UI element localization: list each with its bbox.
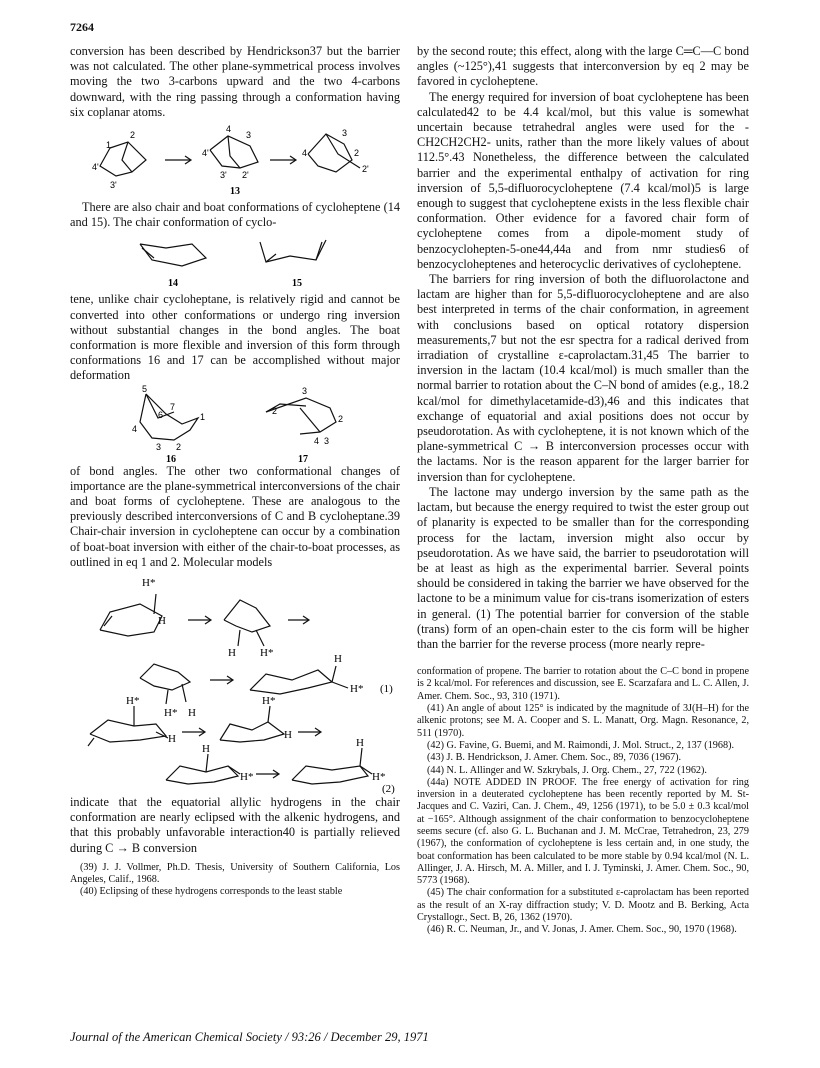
left-paragraph-3: tene, unlike chair cycloheptane, is relatively rigid and cannot be converted into other conformations or undergo ring inversion without substantial changes in the bond angles. The boat conformation is more flexible and inversion of this form through conformations 16 and 17 can be accomplished without major deformation [70,292,400,383]
hydrogen-label: H [168,733,176,746]
compound-label-17: 17 [298,453,308,464]
footnote-39: (39) J. J. Vollmer, Ph.D. Thesis, University of Southern California, Los Angeles, Calif., 1968. [70,861,400,886]
footnote-46: (46) R. C. Neuman, Jr., and V. Jonas, J. Amer. Chem. Soc., 90, 1970 (1968). [427,924,737,936]
right-paragraph-4: The lactone may undergo inversion by the same path as the lactam, but because the energy required to twist the ester group out of planarity is expected to be smaller than for the corresponding process for the lactam, inversion might also occur by pseudorotation. As we have said, the barrier to pseudorotation will be at least as high as the experimental barrier. Several points should be considered in taking the barrier we have observed for the lactone to be a minimum value for cis-trans isomerization of esters in general. (1) The potential barrier for conversion of the stable (trans) form of an open-chain ester to the cis form will be higher than the barrier for the reverse process (more nearly repre- [417,484,749,651]
atom-label: 2' [362,164,369,175]
hydrogen-label: H* [262,695,276,708]
left-column [70,44,400,899]
hydrogen-label: H* [260,647,274,660]
atom-label: 4' [202,148,209,159]
hydrogen-label: H [334,653,342,666]
atom-label: 2 [354,148,360,159]
equations-structures [70,570,400,795]
figure-14-15-structures [70,230,400,292]
equation-number-1: (1) [380,683,393,696]
footnote-44a: (44a) NOTE ADDED IN PROOF. The free energy of activation for ring inversion in a deuterated cycloheptene has been recently reported by M. St-Jacques and C. Vaziri, Can. J. Chem., 49, 1256 (1971), to be 5.0 ± 0.3 kcal/mol at −165°. Although assignment of the chair conformation to benzocycloheptene seems secure (cf. also G. L. Buchanan and J. M. McCrae, Tetrahedron, 23, 279 (1967), the conformation of cycloheptene is less certain and, in one study, the boat conformation has been calculated to be more stable by 0.94 kcal/mol (N. L. Allinger, J. A. Hirsch, M. A. Miller, and I. J. Tyminski, J. Amer. Chem. Soc., 90, 5773 (1968). [417,776,749,887]
atom-label: 3 [156,441,162,452]
atom-label: 4 [302,148,308,159]
hydrogen-label: H* [350,683,364,696]
atom-label: 7 [170,401,176,412]
atom-label: 5 [142,383,148,394]
hydrogen-label: H* [164,707,178,720]
atom-label: 3 [342,128,348,139]
right-paragraph-2: The energy required for inversion of boat cycloheptene has been calculated42 to be 4.4 kcal/mol, but this value is somewhat uncertain because tetrahedral angles were used for the -CH2CH2CH2- units, rather than the more likely values of about 112.5°.43 Nonetheless, the difference between the calculated barrier and the experimental enthalpy of activation for ring inversion of 5,5-difluorocycloheptene (7.4 kcal/mol)5 is large enough to suggest that cycloheptene exists in the less flexible chair conformation. Other evidence for a favored chair form of cycloheptene comes from a dipole-moment study of benzocyclohepten-5-one44,44a and from nmr studies6 of benzocycloheptenes and heterocyclic derivatives of cycloheptene. [417,89,749,271]
right-column [417,44,749,937]
hydrogen-label: H [356,737,364,750]
atom-label: 4 [132,423,138,434]
hydrogen-label: H* [126,695,140,708]
journal-footer: Journal of the American Chemical Society / 93:26 / December 29, 1971 [70,1030,429,1044]
compound-label-14: 14 [168,278,178,290]
atom-label: 3' [220,170,227,181]
compound-label-16: 16 [166,453,176,464]
figure-16-17 [70,384,400,464]
hydrogen-label: H [284,729,292,742]
equation-number-2: (2) [382,783,395,796]
footnote-41: (41) An angle of about 125° is indicated by the magnitude of 3J(H–H) for the alkenic protons; see M. A. Cooper and S. L. Manatt, Org. Magn. Resonance, 2, 511 (1970). [417,703,749,739]
compound-label-13: 13 [230,186,240,198]
atom-label: 4 [314,435,320,446]
right-footnotes [417,666,749,937]
left-paragraph-2: There are also chair and boat conformations of cycloheptene (14 and 15). The chair conformation of cyclo- [70,200,400,230]
footnote-43: (43) J. B. Hendrickson, J. Amer. Chem. Soc., 89, 7036 (1967). [427,752,682,764]
atom-label: 1 [200,411,206,422]
atom-label: 1 [106,140,112,151]
atom-label: 6 [158,409,164,420]
atom-label: 3' [110,180,117,191]
footnote-40-continued: conformation of propene. The barrier to rotation about the C–C bond in propene is 2 kcal/mol. For references and discussion, see E. Scarzafara and L. C. Allen, J. Amer. Chem. Soc., 93, 310 (1971). [417,666,749,702]
hydrogen-label: H* [372,771,386,784]
hydrogen-label: H [188,707,196,720]
atom-label: 2' [242,170,249,181]
figure-13-structures [70,120,400,200]
atom-label: 2 [272,405,278,416]
left-paragraph-1: conversion has been described by Hendrickson37 but the barrier was not calculated. The other plane-symmetrical process involves moving the two 3-carbons upward and the two 4-carbons downward, with the ring passing through a conformation having six coplanar atoms. [70,44,400,119]
compound-label-15: 15 [292,278,302,290]
figure-13 [70,120,400,200]
atom-label: 3 [324,435,330,446]
page-number: 7264 [70,20,94,34]
right-paragraph-1: by the second route; this effect, along with the large C═C—C bond angles (~125°),41 suggests that interconversion by eq 2 may be favored in cycloheptene. [417,44,749,89]
atom-label: 3 [246,130,252,141]
left-paragraph-5: indicate that the equatorial allylic hydrogens in the chair conformation are nearly eclipsed with the alkenic hydrogens, and that this probably unfavorable interaction40 is partially relieved during C → B conversion [70,795,400,855]
atom-label: 2 [176,441,182,452]
atom-label: 3 [302,385,308,396]
left-footnotes [70,862,400,899]
atom-label: 4 [226,124,232,135]
hydrogen-label: H [202,743,210,756]
hydrogen-label: H* [240,771,254,784]
footnote-44: (44) N. L. Allinger and W. Szkrybals, J. Org. Chem., 27, 722 (1962). [427,764,707,776]
footnote-45: (45) The chair conformation for a substituted ε-caprolactam has been reported as the result of an X-ray diffraction study; V. D. Mootz and B. Berking, Acta Crystallogr., Sect. B, 26, 1362 (1970). [417,887,749,924]
atom-label: 4' [92,162,99,173]
hydrogen-label: H* [142,577,156,590]
footnote-40: (40) Eclipsing of these hydrogens corresponds to the least stable [80,886,343,898]
footnote-42: (42) G. Favine, G. Buemi, and M. Raimondi, J. Mol. Struct., 2, 137 (1968). [427,739,735,751]
atom-label: 2 [130,130,136,141]
hydrogen-label: H [158,615,166,628]
left-paragraph-4: of bond angles. The other two conformational changes of importance are the plane-symmetrical interconversions of the chair and boat forms of cycloheptene. These are analogous to the previously described interconversions of C and B cycloheptane.39 Chair-chair inversion in cycloheptene can occur by a combination of boat-boat inversion with either of the chair-to-boat processes, as outlined in eq 1 and 2. Molecular models [70,463,400,569]
figure-14-15 [70,230,400,292]
right-paragraph-3: The barriers for ring inversion of both the difluorolactone and lactam are higher than for 5,5-difluorocycloheptene and are also best interpreted in terms of the chair conformation, in agreement with conclusions based on optical rotatory dispersion measurements,7 but not the esr spectra for a radical derived from irradiation of crystalline ε-caprolactam.31,45 The barrier to inversion in the lactam (10.4 kcal/mol) is much smaller than the normal barrier to rotation about the C–N bond of amides (e.g., 18.2 kcal/mol for dimethylacetamide-d3),46 and this indicates that exchange of equatorial and axial positions does not occur by pseudorotation. As with cycloheptene, it is not known which of the plane-symmetrical C → B interconversion processes occur with the lactams. Nor is the reason apparent for the larger barrier for inversion than for cycloheptene. [417,272,749,484]
figure-16-17-structures [70,384,400,464]
equation-1-2-scheme [70,570,400,795]
hydrogen-label: H [228,647,236,660]
atom-label: 2 [338,413,344,424]
